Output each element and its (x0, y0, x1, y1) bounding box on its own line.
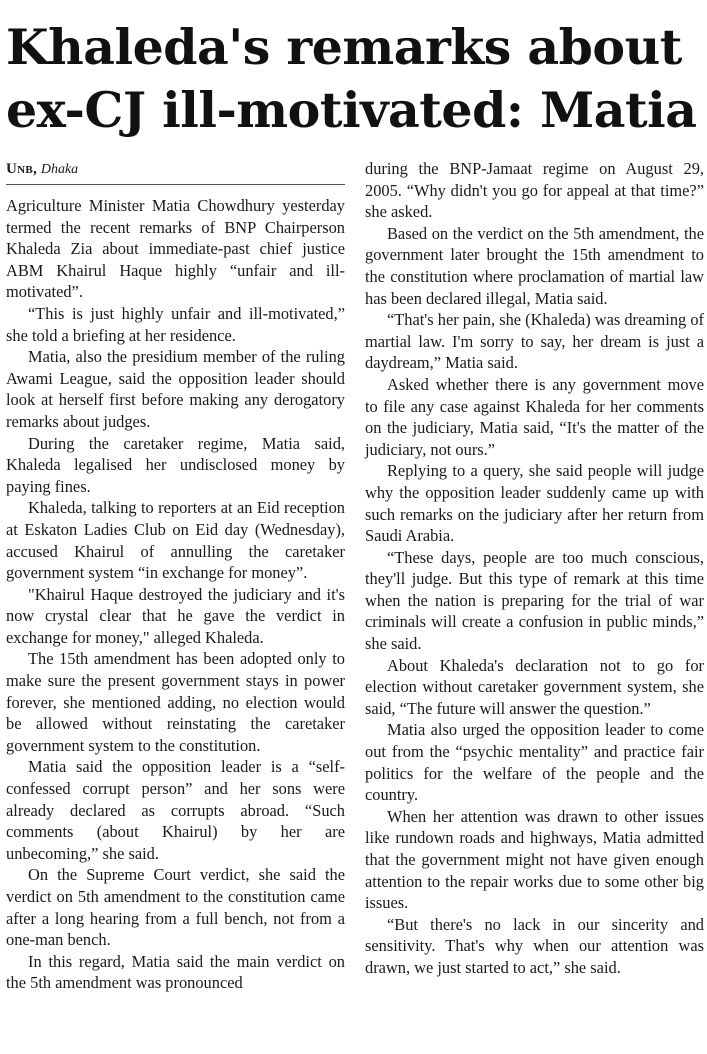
byline-place: Dhaka (40, 162, 79, 177)
headline-line-2: ex-CJ ill-motivated: Matia (6, 81, 697, 139)
article-body (6, 158, 704, 994)
paragraph: Khaleda, talking to reporters at an Eid reception at Eskaton Ladies Club on Eid day (Wednesday), accused Khairul of annulling the caretaker government system “in exchange for money”. (6, 498, 345, 583)
byline (6, 159, 345, 185)
paragraph: Matia, also the presidium member of the ruling Awami League, said the opposition leader should look at herself first before making any derogatory remarks about judges. (6, 347, 345, 431)
paragraph: Matia said the opposition leader is a “self-confessed corrupt person” and her sons were already declared as corrupts abroad. “Such comments (about Khairul) by her are unbecoming,” she said. (6, 757, 345, 863)
paragraph: “But there's no lack in our sincerity and sensitivity. That's why when our attention was drawn, we just started to act,” she said. (365, 914, 704, 977)
paragraph: “This is just highly unfair and ill-motivated,” she told a briefing at her residence. (6, 303, 345, 345)
paragraph: In this regard, Matia said the main verdict on the 5th amendment was pronounced (6, 951, 345, 993)
paragraph: On the Supreme Court verdict, she said the verdict on 5th amendment to the constitution came after a long hearing from a full bench, not from a one-man bench. (6, 865, 345, 950)
paragraph: Matia also urged the opposition leader to come out from the “psychic mentality” and practice fair politics for the welfare of the people and the country. (365, 720, 704, 805)
paragraph: During the caretaker regime, Matia said, Khaleda legalised her undisclosed money by paying fines. (6, 433, 345, 496)
paragraph: “These days, people are too much conscious, they'll judge. But this type of remark at this time when the nation is preparing for the trial of war criminals will create a confusion in public minds,” she said. (365, 547, 704, 654)
paragraph: "Khairul Haque destroyed the judiciary and it's now crystal clear that he gave the verdict in exchange for money," alleged Khaleda. (6, 584, 345, 647)
paragraph: Replying to a query, she said people will judge why the opposition leader suddenly came up with such remarks on the judiciary after her return from Saudi Arabia. (365, 461, 704, 546)
paragraph: Agriculture Minister Matia Chowdhury yesterday termed the recent remarks of BNP Chairperson Khaleda Zia about immediate-past chief justice ABM Khairul Haque highly “unfair and ill-motivated”. (6, 196, 345, 302)
paragraph: during the BNP-Jamaat regime on August 29, 2005. “Why didn't you go for appeal at that time?” she asked. (365, 159, 704, 222)
byline-agency: Unb, (6, 161, 38, 177)
paragraph: About Khaleda's declaration not to go for election without caretaker government system, she said, “The future will answer the question.” (365, 655, 704, 718)
paragraph: When her attention was drawn to other issues like rundown roads and highways, Matia admitted that the government might not have given enough attention to the repair works due to some other big issues. (365, 806, 704, 913)
paragraph: Based on the verdict on the 5th amendment, the government later brought the 15th amendment to the constitution where proclamation of martial law has been declared illegal, Matia said. (365, 223, 704, 308)
headline-line-1: Khaleda's remarks about (6, 18, 682, 76)
paragraph: “That's her pain, she (Khaleda) was dreaming of martial law. I'm sorry to say, her dream is just a daydream,” Matia said. (365, 310, 704, 373)
paragraph: The 15th amendment has been adopted only to make sure the present government stays in power forever, she mentioned adding, no election would be allowed without reinstating the caretaker government system to the constitution. (6, 649, 345, 755)
article-column-2 (365, 158, 704, 994)
paragraph: Asked whether there is any government move to file any case against Khaleda for her comments on the judiciary, Matia said, “It's the matter of the judiciary, not ours.” (365, 374, 704, 459)
article-column-1 (6, 158, 345, 994)
headline (6, 0, 701, 142)
